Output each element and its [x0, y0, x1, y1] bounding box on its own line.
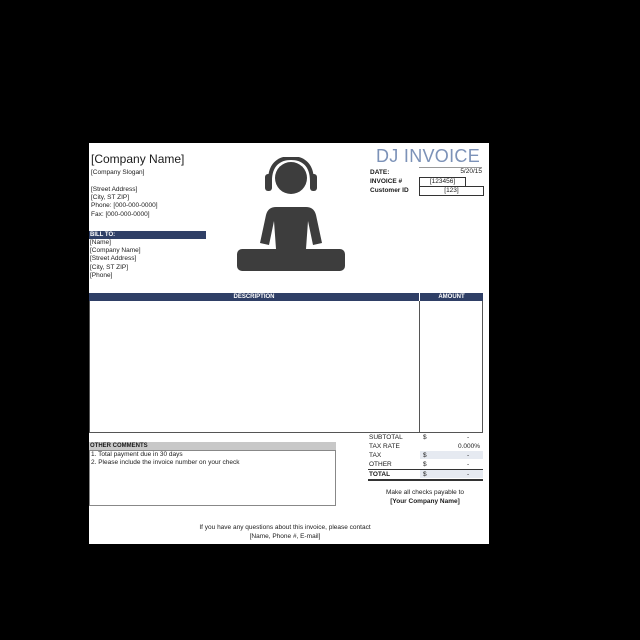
- dj-headphones-icon: [234, 157, 348, 273]
- description-column[interactable]: [89, 301, 419, 433]
- customer-id-label: Customer ID: [370, 187, 409, 194]
- address-line: [City, ST ZIP]: [91, 194, 130, 202]
- address-line: [Street Address]: [91, 186, 138, 193]
- tax-label: TAX: [369, 452, 382, 459]
- total-currency: $: [423, 471, 427, 478]
- subtotal-label: SUBTOTAL: [369, 434, 403, 441]
- other-comments-box[interactable]: [89, 450, 336, 506]
- tax-rate-value[interactable]: 0.000%: [458, 443, 481, 450]
- bill-to-line: [Street Address]: [90, 255, 137, 263]
- bill-to-line: [Name]: [90, 239, 111, 246]
- other-comments-heading: OTHER COMMENTS: [89, 442, 336, 450]
- address-line: Phone: [000-000-0000]: [91, 202, 158, 210]
- payable-line1: Make all checks payable to: [385, 489, 465, 496]
- amount-column[interactable]: [419, 301, 483, 433]
- footer-contact-info: [Name, Phone #, E-mail]: [249, 533, 321, 540]
- invoice-page: [89, 143, 489, 544]
- bill-to-heading: BILL TO:: [89, 231, 206, 239]
- tax-currency: $: [423, 452, 427, 459]
- invoice-title: DJ INVOICE: [376, 146, 481, 166]
- bill-to-block: [90, 239, 141, 280]
- customer-id-value[interactable]: [123]: [419, 186, 484, 196]
- tax-value: -: [467, 452, 470, 459]
- company-slogan: [Company Slogan]: [91, 169, 145, 176]
- total-value: -: [467, 471, 470, 478]
- subtotal-currency: $: [423, 434, 427, 441]
- headphone-left-cup: [265, 174, 272, 191]
- invoice-number-label: INVOICE #: [370, 178, 403, 185]
- dj-turntable: [237, 249, 345, 271]
- description-header: DESCRIPTION: [89, 293, 419, 301]
- subtotal-value: -: [467, 434, 470, 441]
- payable-company: [Your Company Name]: [390, 498, 460, 505]
- company-name: [Company Name]: [91, 152, 185, 166]
- company-address: [91, 186, 158, 219]
- comment-line: 1. Total payment due in 30 days: [91, 451, 183, 458]
- dj-body: [260, 207, 322, 249]
- other-currency: $: [423, 461, 427, 468]
- bill-to-line: [Phone]: [90, 271, 113, 279]
- amount-header: AMOUNT: [420, 293, 483, 301]
- other-label: OTHER: [369, 461, 392, 468]
- other-value[interactable]: -: [467, 461, 470, 468]
- total-label: TOTAL: [369, 471, 391, 478]
- total-row-shade: [420, 470, 483, 478]
- bill-to-line: [Company Name]: [90, 247, 141, 255]
- date-label: DATE:: [370, 169, 390, 176]
- headphone-right-cup: [310, 174, 317, 191]
- invoice-number-value[interactable]: [123456]: [419, 177, 466, 187]
- dj-head: [275, 162, 307, 194]
- date-value[interactable]: 5/20/15: [419, 167, 482, 175]
- tax-row-shade: [420, 451, 483, 459]
- address-line: Fax: [000-000-0000]: [91, 210, 150, 218]
- tax-rate-label: TAX RATE: [369, 443, 400, 450]
- bill-to-line: [City, ST ZIP]: [90, 263, 129, 271]
- footer-contact-line: If you have any questions about this invoice, please contact: [199, 524, 371, 531]
- comment-line: 2. Please include the invoice number on your check: [91, 459, 240, 467]
